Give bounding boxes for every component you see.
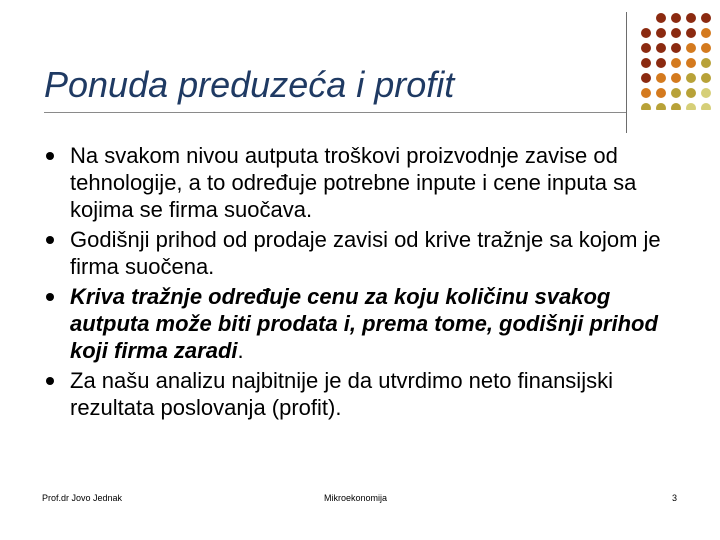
bullet-point-icon: [46, 236, 54, 244]
decorative-dot: [686, 28, 696, 38]
decorative-dot: [686, 58, 696, 68]
title-underline: [44, 112, 626, 113]
decorative-dot: [656, 13, 666, 23]
footer-course: Mikroekonomija: [324, 493, 388, 503]
decorative-dot: [671, 73, 681, 83]
decorative-dot: [701, 103, 711, 110]
decorative-dot: [641, 103, 651, 110]
bullet-point-icon: [46, 152, 54, 160]
decorative-dot: [656, 88, 666, 98]
decorative-dot: [686, 88, 696, 98]
bullet-item: [44, 226, 684, 280]
bullet-list: [44, 142, 684, 424]
decorative-dot: [656, 103, 666, 110]
footer-author: Prof.dr Jovo Jednak: [42, 493, 123, 503]
page-number: 3: [672, 493, 678, 503]
decorative-dot: [671, 28, 681, 38]
decorative-dot: [701, 43, 711, 53]
decorative-dot: [686, 103, 696, 110]
decorative-dot: [641, 28, 651, 38]
decorative-dot: [686, 13, 696, 23]
slide-title: Ponuda preduzeća i profit: [44, 64, 455, 105]
bullet-text: Na svakom nivou autputa troškovi proizvodnje zavise od tehnologije, a to određuje potrebne inpute i cene inputa sa kojima se firma suočava.: [70, 143, 637, 222]
bullet-point-icon: [46, 377, 54, 385]
bullet-item: [44, 367, 684, 421]
bullet-item: [44, 142, 684, 223]
decorative-dot: [656, 28, 666, 38]
decorative-dot: [656, 58, 666, 68]
decorative-dot: [671, 88, 681, 98]
vertical-divider: [626, 12, 627, 133]
decorative-dot: [701, 73, 711, 83]
bullet-text: Godišnji prihod od prodaje zavisi od krive tražnje sa kojom je firma suočena.: [70, 227, 661, 279]
bullet-emphasis-text: Kriva tražnje određuje cenu za koju količinu svakog autputa može biti prodata i, prema tome, godišnji prihod koji firma zaradi: [70, 284, 658, 363]
decorative-dot: [656, 73, 666, 83]
decorative-dot: [701, 13, 711, 23]
decorative-dot: [641, 88, 651, 98]
decorative-dot: [671, 103, 681, 110]
decorative-dot: [671, 58, 681, 68]
decorative-dot: [686, 43, 696, 53]
bullet-point-icon: [46, 293, 54, 301]
decorative-dot: [671, 13, 681, 23]
decorative-dot: [701, 58, 711, 68]
decorative-dot: [686, 73, 696, 83]
decorative-dot: [701, 88, 711, 98]
bullet-text: Za našu analizu najbitnije je da utvrdimo neto finansijski rezultata poslovanja (profit).: [70, 368, 613, 420]
decorative-dot: [671, 43, 681, 53]
bullet-suffix: .: [237, 338, 244, 363]
decorative-dot: [641, 73, 651, 83]
decorative-dot: [701, 28, 711, 38]
decorative-dot: [641, 43, 651, 53]
decorative-dot: [641, 58, 651, 68]
decorative-dot: [656, 43, 666, 53]
bullet-item-emphasized: [44, 283, 684, 364]
